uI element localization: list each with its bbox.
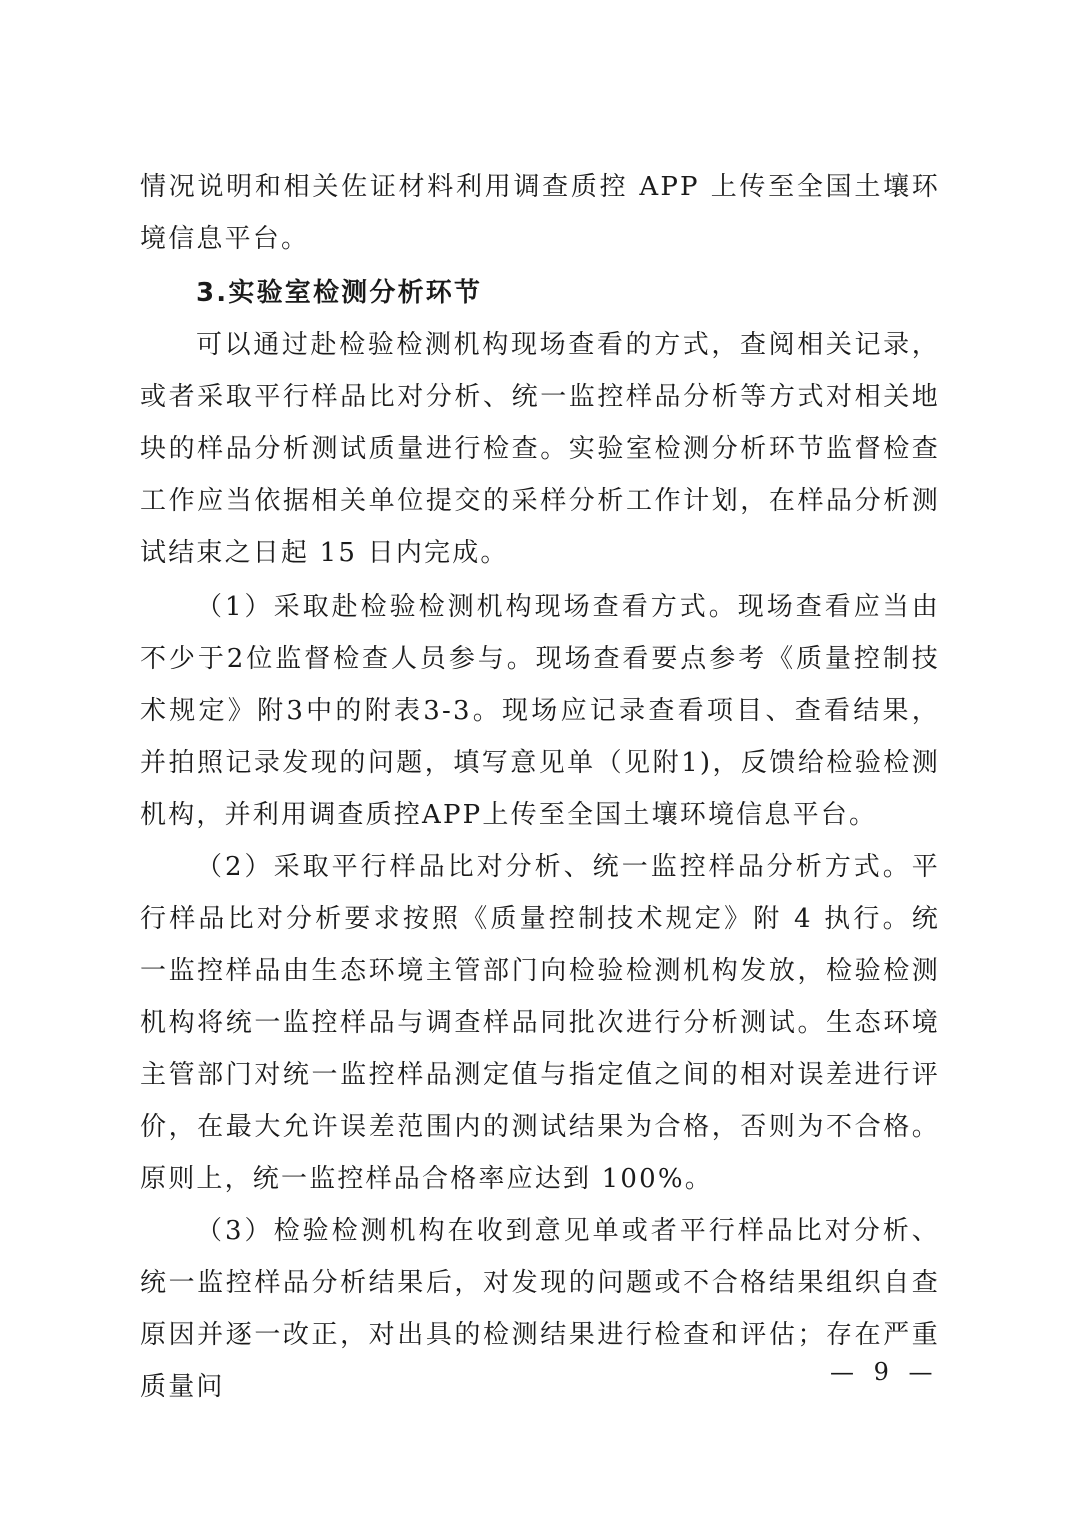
paragraph-item-3: （3）检验检测机构在收到意见单或者平行样品比对分析、统一监控样品分析结果后，对发现的问题或不合格结果组织自查原因并逐一改正，对出具的检测结果进行检查和评估；存在严重质量问 [140,1216,940,1402]
paragraph-item-1: （1）采取赴检验检测机构现场查看方式。现场查看应当由不少于2位监督检查人员参与。现场查看要点参考《质量控制技术规定》附3中的附表3-3。现场应记录查看项目、查看结果，并拍照记录发现的问题，填写意见单（见附1)，反馈给检验检测机构，并利用调查质控APP上传至全国土壤环境信息平台。 [140,592,940,830]
paragraph-item-2: （2）采取平行样品比对分析、统一监控样品分析方式。平行样品比对分析要求按照《质量控制技术规定》附 4 执行。统一监控样品由生态环境主管部门向检验检测机构发放，检验检测机构将统一监控样品与调查样品同批次进行分析测试。生态环境主管部门对统一监控样品测定值与指定值之间的相对误差进行评价，在最大允许误差范围内的测试结果为合格，否则为不合格。原则上，统一监控样品合格率应达到 100%。 [140,852,940,1194]
section-heading: 3.实验室检测分析环节 [196,278,483,308]
paragraph-continuation: 情况说明和相关佐证材料利用调查质控 APP 上传至全国土壤环境信息平台。 [140,172,940,254]
paragraph-intro: 可以通过赴检验检测机构现场查看的方式，查阅相关记录，或者采取平行样品比对分析、统一监控样品分析等方式对相关地块的样品分析测试质量进行检查。实验室检测分析环节监督检查工作应当依据相关单位提交的采样分析工作计划，在样品分析测试结束之日起 15 日内完成。 [140,330,940,568]
page-number: — 9 — [830,1358,939,1386]
